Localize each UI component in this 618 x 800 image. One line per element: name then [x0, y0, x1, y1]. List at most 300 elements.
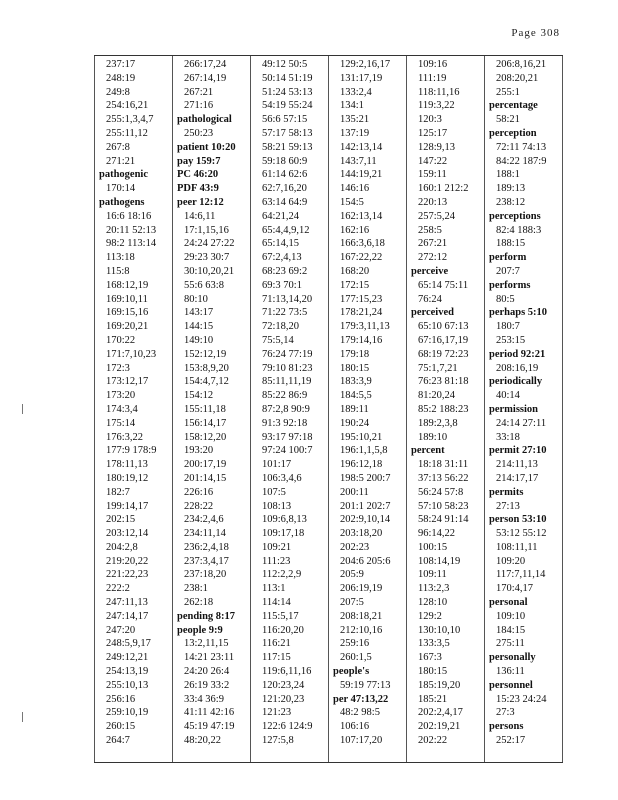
index-page-ref: 267:14,19 — [184, 72, 227, 84]
index-page-ref: 133:2,4 — [340, 86, 372, 98]
index-page-ref: 202:22 — [418, 735, 448, 747]
index-page-ref: 143:17 — [184, 307, 214, 319]
index-page-ref: 134:1 — [340, 100, 364, 112]
index-page-ref: 18:18 31:11 — [418, 459, 469, 471]
index-headword: PDF 43:9 — [177, 183, 219, 195]
index-page-ref: 27:3 — [496, 707, 515, 719]
index-page-ref: 154:5 — [340, 196, 364, 208]
index-page-ref: 14:21 23:11 — [184, 652, 235, 664]
index-page-ref: 255:1 — [496, 86, 520, 98]
index-column-2 — [172, 56, 250, 762]
index-page-ref: 122:6 124:9 — [262, 721, 313, 733]
index-page-ref: 177:15,23 — [340, 293, 383, 305]
index-page-ref: 154:12 — [184, 390, 214, 402]
index-page-ref: 154:4,7,12 — [184, 376, 229, 388]
index-page-ref: 247:11,13 — [106, 597, 148, 609]
index-page-ref: 259:10,19 — [106, 707, 149, 719]
index-page-ref: 80:5 — [496, 293, 515, 305]
index-headword: perform — [489, 252, 527, 264]
index-headword: pay 159:7 — [177, 155, 221, 167]
index-page-ref: 169:10,11 — [106, 293, 148, 305]
index-page-ref: 117:15 — [262, 652, 291, 664]
index-page-ref: 62:7,16,20 — [262, 183, 307, 195]
index-page-ref: 101:17 — [262, 459, 292, 471]
index-headword: people 9:9 — [177, 624, 223, 636]
index-page-ref: 212:10,16 — [340, 624, 383, 636]
index-page-ref: 113:1 — [262, 583, 286, 595]
index-page-ref: 116:21 — [262, 638, 291, 650]
index-headword: percentage — [489, 100, 538, 112]
index-page-ref: 173:20 — [106, 390, 136, 402]
index-page-ref: 81:20,24 — [418, 390, 456, 402]
index-page-ref: 120:23,24 — [262, 679, 305, 691]
index-page-ref: 84:22 187:9 — [496, 155, 547, 167]
index-page-ref: 65:14 75:11 — [418, 279, 469, 291]
index-page-ref: 202:15 — [106, 514, 136, 526]
index-page-ref: 58:24 91:14 — [418, 514, 469, 526]
index-page-ref: 113:18 — [106, 252, 135, 264]
index-headword: personnel — [489, 679, 533, 691]
index-page-ref: 200:11 — [340, 486, 369, 498]
index-page-ref: 228:22 — [184, 500, 214, 512]
index-page-ref: 185:21 — [418, 693, 448, 705]
index-page-ref: 188:1 — [496, 169, 520, 181]
index-page-ref: 271:21 — [106, 155, 136, 167]
index-page-ref: 189:13 — [496, 183, 526, 195]
index-page-ref: 180:19,12 — [106, 472, 149, 484]
index-page-ref: 250:23 — [184, 127, 214, 139]
index-page-ref: 169:15,16 — [106, 307, 149, 319]
index-page-ref: 267:8 — [106, 141, 130, 153]
index-page-ref: 259:16 — [340, 638, 370, 650]
index-page-ref: 254:16,21 — [106, 100, 149, 112]
index-page-ref: 196:1,1,5,8 — [340, 445, 388, 457]
index-page-ref: 114:14 — [262, 597, 291, 609]
index-page-ref: 116:20,20 — [262, 624, 304, 636]
index-headword: percent — [411, 445, 445, 457]
index-page-ref: 170:14 — [106, 183, 136, 195]
index-page-ref: 133:3,5 — [418, 638, 450, 650]
index-page-ref: 162:13,14 — [340, 210, 383, 222]
index-page-ref: 160:1 212:2 — [418, 183, 469, 195]
index-page-ref: 271:16 — [184, 100, 214, 112]
index-page-ref: 167:3 — [418, 652, 442, 664]
index-page-ref: 193:20 — [184, 445, 214, 457]
index-page-ref: 121:23 — [262, 707, 292, 719]
index-page-ref: 49:12 50:5 — [262, 59, 308, 70]
index-page-ref: 200:17,19 — [184, 459, 227, 471]
index-page-ref: 109:6,8,13 — [262, 514, 307, 526]
index-page-ref: 180:7 — [496, 321, 520, 333]
index-page-ref: 137:19 — [340, 127, 370, 139]
index-page-ref: 119:6,11,16 — [262, 666, 312, 678]
index-page-ref: 219:20,22 — [106, 555, 149, 567]
index-page-ref: 260:15 — [106, 721, 136, 733]
index-page-ref: 207:5 — [340, 597, 364, 609]
index-page-ref: 247:20 — [106, 624, 136, 636]
index-column-1 — [94, 56, 172, 762]
index-page-ref: 71:22 73:5 — [262, 307, 308, 319]
index-page-ref: 58:21 — [496, 114, 520, 126]
index-headword: permit 27:10 — [489, 445, 547, 457]
index-page-ref: 80:10 — [184, 293, 208, 305]
index-page-ref: 63:14 64:9 — [262, 196, 308, 208]
index-page-ref: 120:3 — [418, 114, 442, 126]
index-page-ref: 208:16,19 — [496, 362, 539, 374]
index-page-ref: 55:6 63:8 — [184, 279, 224, 291]
index-page-ref: 180:15 — [418, 666, 448, 678]
index-page-ref: 64:21,24 — [262, 210, 300, 222]
index-page-ref: 69:3 70:1 — [262, 279, 302, 291]
index-page-ref: 125:17 — [418, 127, 448, 139]
index-page-ref: 76:23 81:18 — [418, 376, 469, 388]
index-page-ref: 13:2,11,15 — [184, 638, 229, 650]
index-page-ref: 255:10,13 — [106, 679, 149, 691]
index-page-ref: 237:3,4,17 — [184, 555, 229, 567]
index-page-ref: 142:13,14 — [340, 141, 383, 153]
index-page-ref: 248:5,9,17 — [106, 638, 151, 650]
index-page-ref: 109:20 — [496, 555, 526, 567]
index-page-ref: 222:2 — [106, 583, 130, 595]
index-page-ref: 41:11 42:16 — [184, 707, 235, 719]
index-page-ref: 48:20,22 — [184, 735, 222, 747]
index-page-ref: 91:3 92:18 — [262, 417, 308, 429]
index-page-ref: 168:12,19 — [106, 279, 149, 291]
margin-tick — [22, 712, 23, 722]
index-headword: perceived — [411, 307, 454, 319]
index-headword: personal — [489, 597, 528, 609]
index-page-ref: 254:13,19 — [106, 666, 149, 678]
index-page-ref: 129:2 — [418, 610, 442, 622]
index-page-ref: 68:23 69:2 — [262, 265, 308, 277]
index-page-ref: 247:14,17 — [106, 610, 149, 622]
index-page-ref: 267:21 — [418, 238, 448, 250]
index-page-ref: 173:12,17 — [106, 376, 149, 388]
index-page-ref: 24:14 27:11 — [496, 417, 547, 429]
index-page-ref: 236:2,4,18 — [184, 541, 229, 553]
index-page-ref: 158:12,20 — [184, 431, 227, 443]
index-page-ref: 54:19 55:24 — [262, 100, 313, 112]
index-page-ref: 85:11,11,19 — [262, 376, 312, 388]
index-headword: pathogenic — [99, 169, 149, 181]
index-page-ref: 172:3 — [106, 362, 130, 374]
index-page-ref: 67:16,17,19 — [418, 334, 469, 346]
index-page-ref: 24:20 26:4 — [184, 666, 230, 678]
index-page-ref: 76:24 77:19 — [262, 348, 313, 360]
index-page-ref: 143:7,11 — [340, 155, 377, 167]
index-page-ref: 15:23 24:24 — [496, 693, 547, 705]
index-page-ref: 144:19,21 — [340, 169, 383, 181]
index-page-ref: 56:6 57:15 — [262, 114, 308, 126]
index-headword: periodically — [489, 376, 543, 388]
index-headword: people's — [333, 666, 370, 678]
index-headword: perception — [489, 127, 537, 139]
index-page-ref: 130:10,10 — [418, 624, 461, 636]
index-page-ref: 208:18,21 — [340, 610, 383, 622]
index-page-ref: 118:11,16 — [418, 86, 460, 98]
index-page-ref: 107:5 — [262, 486, 286, 498]
index-page-ref: 214:11,13 — [496, 459, 538, 471]
index-page-ref: 202:23 — [340, 541, 370, 553]
index-page-ref: 253:15 — [496, 334, 526, 346]
index-page-ref: 203:18,20 — [340, 528, 383, 540]
index-page-ref: 167:22,22 — [340, 252, 383, 264]
index-page-ref: 256:16 — [106, 693, 136, 705]
index-page-ref: 220:13 — [418, 196, 448, 208]
index-page-ref: 196:12,18 — [340, 459, 383, 471]
index-page-ref: 87:2,8 90:9 — [262, 403, 310, 415]
index-page-ref: 57:10 58:23 — [418, 500, 469, 512]
index-column-5 — [406, 56, 484, 762]
index-page-ref: 155:11,18 — [184, 403, 226, 415]
index-page-ref: 149:10 — [184, 334, 214, 346]
index-page-ref: 45:19 47:19 — [184, 721, 235, 733]
index-page-ref: 26:19 33:2 — [184, 679, 230, 691]
index-page-ref: 204:6 205:6 — [340, 555, 391, 567]
index-page-ref: 72:11 74:13 — [496, 141, 547, 153]
index-headword: permission — [489, 403, 539, 415]
index-page-ref: 208:20,21 — [496, 72, 539, 84]
index-headword: performs — [489, 279, 531, 291]
index-page-ref: 182:7 — [106, 486, 130, 498]
index-page-ref: 111:23 — [262, 555, 291, 567]
index-page-ref: 48:2 98:5 — [340, 707, 380, 719]
index-page-ref: 76:24 — [418, 293, 442, 305]
index-headword: person 53:10 — [489, 514, 547, 526]
index-page-ref: 30:10,20,21 — [184, 265, 235, 277]
index-page-ref: 119:3,22 — [418, 100, 455, 112]
page-number: Page 308 — [511, 27, 560, 39]
index-headword: per 47:13,22 — [333, 693, 389, 705]
index-headword: period 92:21 — [489, 348, 546, 360]
index-page-ref: 184:15 — [496, 624, 526, 636]
index-page-ref: 109:10 — [496, 610, 526, 622]
index-page-ref: 238:1 — [184, 583, 208, 595]
index-page-ref: 195:10,21 — [340, 431, 383, 443]
index-page-ref: 189:10 — [418, 431, 448, 443]
index-page-ref: 179:18 — [340, 348, 370, 360]
index-page-ref: 59:18 60:9 — [262, 155, 308, 167]
index-page-ref: 57:17 58:13 — [262, 127, 313, 139]
index-page-ref: 204:2,8 — [106, 541, 138, 553]
index-page-ref: 58:21 59:13 — [262, 141, 313, 153]
index-page-ref: 106:3,4,6 — [262, 472, 302, 484]
index-page-ref: 71:13,14,20 — [262, 293, 313, 305]
index-column-3 — [250, 56, 328, 762]
index-page-ref: 249:8 — [106, 86, 130, 98]
index-page-ref: 267:21 — [184, 86, 214, 98]
index-page-ref: 24:24 27:22 — [184, 238, 235, 250]
index-page-ref: 97:24 100:7 — [262, 445, 313, 457]
index-page-ref: 117:7,11,14 — [496, 569, 546, 581]
index-page-ref: 234:11,14 — [184, 528, 226, 540]
index-page-ref: 135:21 — [340, 114, 370, 126]
index-page-ref: 109:16 — [418, 59, 448, 70]
index-column-4 — [328, 56, 406, 762]
index-page-ref: 82:4 188:3 — [496, 224, 542, 236]
index-page-ref: 53:12 55:12 — [496, 528, 547, 540]
index-page-ref: 106:16 — [340, 721, 370, 733]
index-headword: personally — [489, 652, 536, 664]
index-headword: perceive — [411, 265, 449, 277]
index-page-ref: 14:6,11 — [184, 210, 216, 222]
index-page-ref: 189:2,3,8 — [418, 417, 458, 429]
index-page-ref: 108:14,19 — [418, 555, 461, 567]
index-page-ref: 201:14,15 — [184, 472, 227, 484]
index-page-ref: 252:17 — [496, 735, 526, 747]
index-page-ref: 108:11,11 — [496, 541, 538, 553]
index-page-ref: 33:4 36:9 — [184, 693, 224, 705]
index-page-ref: 136:11 — [496, 666, 525, 678]
index-page-ref: 199:14,17 — [106, 500, 149, 512]
index-page-ref: 262:18 — [184, 597, 214, 609]
index-page-ref: 179:3,11,13 — [340, 321, 390, 333]
index-page-ref: 237:18,20 — [184, 569, 227, 581]
index-page-ref: 111:19 — [418, 72, 447, 84]
index-page-ref: 170:4,17 — [496, 583, 534, 595]
index-page-ref: 183:3,9 — [340, 376, 372, 388]
index-page-ref: 146:16 — [340, 183, 370, 195]
index-page-ref: 169:20,21 — [106, 321, 149, 333]
index-page-ref: 272:12 — [418, 252, 448, 264]
index-page-ref: 237:17 — [106, 59, 136, 70]
index-page-ref: 178:11,13 — [106, 459, 148, 471]
index-page-ref: 202:19,21 — [418, 721, 461, 733]
index-page-ref: 202:9,10,14 — [340, 514, 391, 526]
index-page-ref: 249:12,21 — [106, 652, 149, 664]
index-page-ref: 201:1 202:7 — [340, 500, 391, 512]
index-page-ref: 85:22 86:9 — [262, 390, 308, 402]
margin-tick — [22, 404, 23, 414]
index-page-ref: 20:11 52:13 — [106, 224, 157, 236]
index-page-ref: 107:17,20 — [340, 735, 383, 747]
index-page-ref: 255:1,3,4,7 — [106, 114, 154, 126]
index-page-ref: 207:7 — [496, 265, 520, 277]
index-page-ref: 108:13 — [262, 500, 292, 512]
index-headword: persons — [489, 721, 524, 733]
index-page-ref: 79:10 81:23 — [262, 362, 313, 374]
index-page-ref: 128:9,13 — [418, 141, 456, 153]
index-page-ref: 68:19 72:23 — [418, 348, 469, 360]
index-headword: peer 12:12 — [177, 196, 224, 208]
index-page-ref: 234:2,4,6 — [184, 514, 224, 526]
index-page-ref: 75:1,7,21 — [418, 362, 458, 374]
index-page-ref: 159:11 — [418, 169, 447, 181]
index-page-ref: 206:8,16,21 — [496, 59, 547, 70]
index-page-ref: 255:11,12 — [106, 127, 148, 139]
index-page-ref: 198:5 200:7 — [340, 472, 391, 484]
index-page-ref: 121:20,23 — [262, 693, 305, 705]
index-page-ref: 113:2,3 — [418, 583, 450, 595]
index-page-ref: 189:11 — [340, 403, 369, 415]
index-page-ref: 203:12,14 — [106, 528, 149, 540]
index-page-ref: 214:17,17 — [496, 472, 539, 484]
index-page-ref: 170:22 — [106, 334, 136, 346]
index-page-ref: 65:10 67:13 — [418, 321, 469, 333]
index-page-ref: 96:14,22 — [418, 528, 456, 540]
index-headword: patient 10:20 — [177, 141, 236, 153]
index-page-ref: 185:19,20 — [418, 679, 461, 691]
index-page-ref: 72:18,20 — [262, 321, 300, 333]
index-page-ref: 171:7,10,23 — [106, 348, 157, 360]
index-page-ref: 65:14,15 — [262, 238, 300, 250]
index-page-ref: 51:24 53:13 — [262, 86, 313, 98]
index-page-ref: 65:4,4,9,12 — [262, 224, 310, 236]
index-page-ref: 85:2 188:23 — [418, 403, 469, 415]
index-page-ref: 56:24 57:8 — [418, 486, 464, 498]
index-page-ref: 180:15 — [340, 362, 370, 374]
index-page-ref: 264:7 — [106, 735, 130, 747]
index-page-ref: 174:3,4 — [106, 403, 138, 415]
index-page-ref: 144:15 — [184, 321, 214, 333]
index-page-ref: 100:15 — [418, 541, 448, 553]
index-page-ref: 226:16 — [184, 486, 214, 498]
index-page-ref: 98:2 113:14 — [106, 238, 157, 250]
index-page-ref: 166:3,6,18 — [340, 238, 385, 250]
index-headword: pending 8:17 — [177, 610, 236, 622]
index-page-ref: 40:14 — [496, 390, 520, 402]
index-page-ref: 59:19 77:13 — [340, 679, 391, 691]
index-page-ref: 61:14 62:6 — [262, 169, 308, 181]
index-headword: permits — [489, 486, 524, 498]
index-page-ref: 67:2,4,13 — [262, 252, 302, 264]
index-page-ref: 156:14,17 — [184, 417, 227, 429]
index-page-ref: 177:9 178:9 — [106, 445, 157, 457]
index-page-ref: 258:5 — [418, 224, 442, 236]
index-page-ref: 206:19,19 — [340, 583, 383, 595]
index-page-ref: 152:12,19 — [184, 348, 227, 360]
index-page-ref: 109:17,18 — [262, 528, 305, 540]
index-headword: perceptions — [489, 210, 541, 222]
index-page-ref: 190:24 — [340, 417, 370, 429]
index-page-ref: 221:22,23 — [106, 569, 149, 581]
index-page-ref: 147:22 — [418, 155, 448, 167]
index-page-ref: 115:8 — [106, 265, 130, 277]
index-table — [94, 55, 563, 763]
index-headword: pathological — [177, 114, 232, 126]
index-headword: perhaps 5:10 — [489, 307, 548, 319]
index-page-ref: 128:10 — [418, 597, 448, 609]
index-headword: pathogens — [99, 196, 145, 208]
index-page-ref: 109:11 — [418, 569, 447, 581]
index-page-ref: 266:17,24 — [184, 59, 227, 70]
index-page-ref: 257:5,24 — [418, 210, 456, 222]
index-column-6 — [484, 56, 563, 762]
index-headword: PC 46:20 — [177, 169, 219, 181]
index-page-ref: 93:17 97:18 — [262, 431, 313, 443]
index-page-ref: 179:14,16 — [340, 334, 383, 346]
index-page-ref: 205:9 — [340, 569, 364, 581]
index-page-ref: 168:20 — [340, 265, 370, 277]
index-page-ref: 112:2,2,9 — [262, 569, 302, 581]
index-page-ref: 16:6 18:16 — [106, 210, 152, 222]
index-page-ref: 127:5,8 — [262, 735, 294, 747]
index-page-ref: 175:14 — [106, 417, 136, 429]
index-page-ref: 29:23 30:7 — [184, 252, 230, 264]
index-page-ref: 153:8,9,20 — [184, 362, 229, 374]
index-page-ref: 275:11 — [496, 638, 525, 650]
index-page-ref: 109:21 — [262, 541, 292, 553]
index-page-ref: 27:13 — [496, 500, 520, 512]
index-page-ref: 178:21,24 — [340, 307, 383, 319]
index-page-ref: 202:2,4,17 — [418, 707, 463, 719]
index-page-ref: 37:13 56:22 — [418, 472, 469, 484]
index-page-ref: 75:5,14 — [262, 334, 294, 346]
index-page-ref: 172:15 — [340, 279, 370, 291]
index-page-ref: 33:18 — [496, 431, 520, 443]
index-page-ref: 131:17,19 — [340, 72, 383, 84]
index-page-ref: 176:3,22 — [106, 431, 144, 443]
